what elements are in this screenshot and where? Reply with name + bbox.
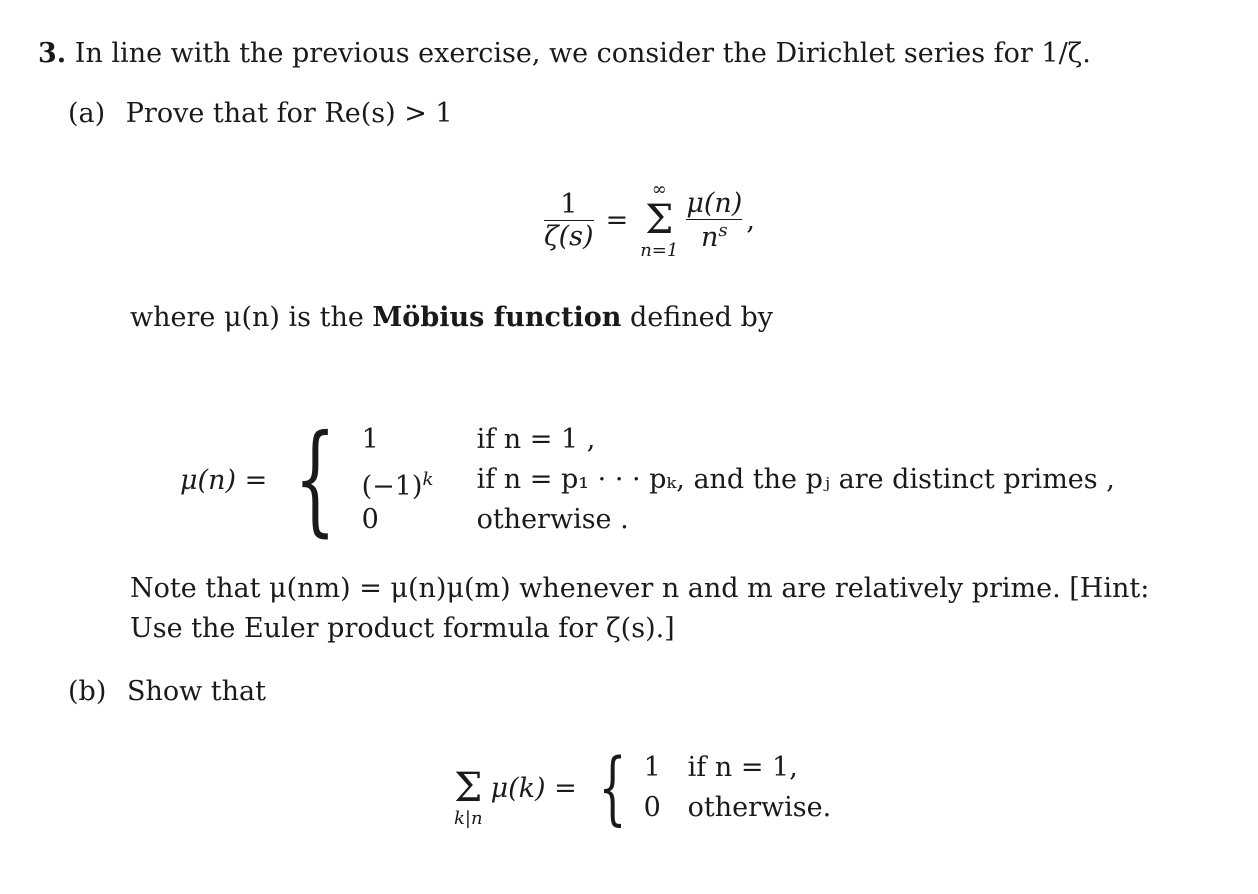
case-value-2: 0 (643, 792, 661, 823)
cases-values (362, 420, 477, 540)
defined-by-text: defined by (629, 302, 774, 333)
part-b-label: (b) (68, 676, 107, 707)
fraction-mu-over-n-s (686, 188, 742, 253)
cases-lhs: μ(n) = (180, 464, 268, 496)
case-value-1: 1 (361, 424, 379, 455)
problem-number: 3. (38, 38, 67, 69)
cases-conditions (477, 420, 1115, 540)
case-condition-1: if n = 1 , (476, 424, 596, 455)
formula-comma: , (746, 204, 755, 236)
sum-subscript-k-divides-n: k|n (454, 807, 483, 829)
fraction-one-over-zeta (544, 189, 594, 252)
problem-header (38, 38, 1091, 69)
part-a-label: (a) (68, 98, 106, 129)
part-b-show-text: Show that (126, 676, 266, 707)
numerator-one: 1 (560, 188, 578, 220)
where-text: where μ(n) is the (130, 302, 364, 333)
case-condition-2: otherwise. (687, 792, 832, 823)
divisor-sum-values (644, 748, 688, 828)
divisor-sum-formula (454, 738, 831, 838)
sigma-symbol: Σ (645, 197, 674, 243)
numerator-mu-n: μ(n) (686, 187, 743, 219)
problem-intro: In line with the previous exercise, we consider the Dirichlet series for 1/ζ. (74, 38, 1091, 69)
divisor-sum-operator (454, 764, 483, 829)
mu-k-term: μ(k) = (490, 772, 577, 804)
case-value-3: 0 (361, 504, 379, 535)
case-condition-1: if n = 1, (687, 752, 798, 783)
denominator-n-s: $n^s$ (701, 219, 728, 253)
dirichlet-formula (544, 170, 755, 270)
mobius-definition-line (130, 302, 773, 333)
case-value-2: $(-1)^k$ (361, 469, 434, 502)
sigma-symbol: Σ (454, 764, 483, 811)
divisor-sum-conditions (688, 748, 832, 828)
case-condition-3: otherwise . (476, 504, 629, 535)
denominator-zeta: ζ(s) (544, 220, 594, 252)
sum-lower-limit: n=1 (640, 240, 679, 261)
sum-operator (640, 179, 678, 261)
case-value-1: 1 (643, 752, 661, 783)
left-brace: { (294, 410, 337, 549)
mobius-function-term: Möbius function (372, 302, 622, 333)
note-line-1: Note that μ(nm) = μ(n)μ(m) whenever n and m are relatively prime. [Hint: (130, 573, 1150, 604)
part-a-prove-text: Prove that for Re(s) > 1 (125, 98, 453, 129)
note-line-2: Use the Euler product formula for ζ(s).] (130, 613, 675, 644)
equals-sign: = (605, 204, 629, 236)
mobius-cases (180, 410, 1115, 549)
case-condition-2: if n = p₁ · · · pₖ, and the pⱼ are distinct primes , (476, 464, 1115, 495)
part-a-heading (68, 98, 453, 129)
sum-upper-limit: ∞ (651, 179, 667, 200)
part-b-heading (68, 676, 266, 707)
left-brace: { (598, 741, 627, 834)
